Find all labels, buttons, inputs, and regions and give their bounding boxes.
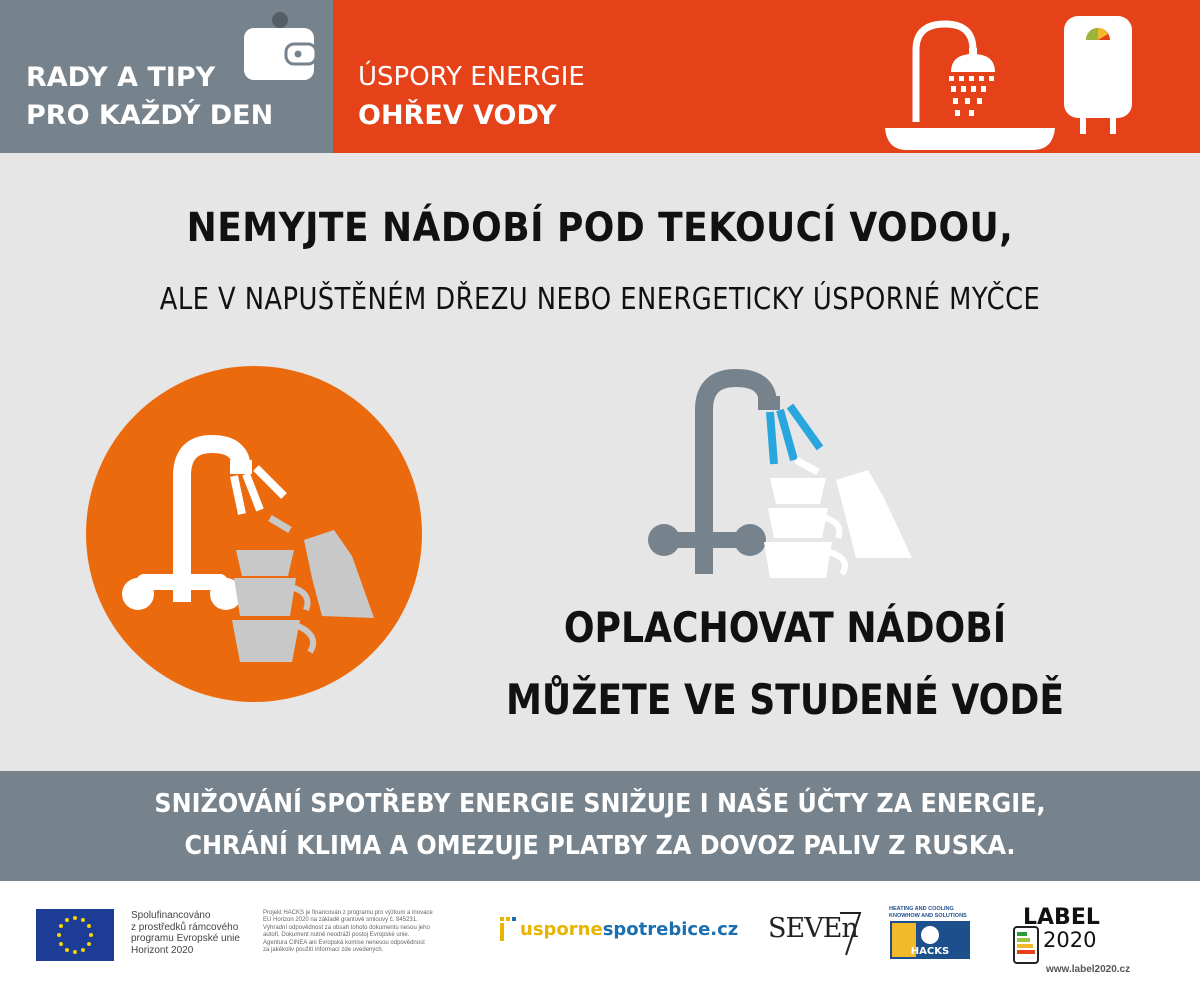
project-note: Projekt HACKS je financován z programu pro výzkum a inovace EU Horizon 2020 na základě grantové smlouvy č. 845231. Výhradní odpovědnost za obsah tohoto dokumentu nesou jeho autoři. Dokument nutně neodráží postoj Evropské unie. Agentura CINEA ani Evropská komise nenesou odpovědnost za jakékoliv použití informací zde uvedených. <box>263 910 433 954</box>
header-category: ÚSPORY ENERGIE <box>358 62 585 92</box>
usporne-spotrebice-logo: uspornespotrebice.cz <box>520 919 739 940</box>
sub-headline: ALE V NAPUŠTĚNÉM DŘEZU NEBO ENERGETICKY ÚSPORNÉ MYČCE <box>159 282 1041 317</box>
footer <box>0 881 1200 1000</box>
hacks-logo <box>890 921 970 959</box>
seven-logo: SEVEn <box>768 913 858 944</box>
band-line1: SNIŽOVÁNÍ SPOTŘEBY ENERGIE SNIŽUJE I NAŠE ÚČTY ZA ENERGIE, <box>154 789 1046 819</box>
tip-line2: MŮŽETE VE STUDENÉ VODĚ <box>505 675 1065 724</box>
tip-line1: OPLACHOVAT NÁDOBÍ <box>563 603 1007 652</box>
usporne-logo-mark <box>498 915 520 945</box>
band-line2: CHRÁNÍ KLIMA A OMEZUJE PLATBY ZA DOVOZ PALIV Z RUSKA. <box>184 831 1016 861</box>
header-topic: OHŘEV VODY <box>358 100 557 131</box>
water-heater-icon <box>1058 14 1138 139</box>
main-headline: NEMYJTE NÁDOBÍ POD TEKOUCÍ VODOU, <box>186 205 1014 251</box>
header-right-panel <box>333 0 1200 153</box>
wallet-icon <box>240 8 320 88</box>
label2020-logo-year: 2020 <box>1043 928 1097 952</box>
label2020-logo-title: LABEL <box>1023 905 1100 930</box>
hacks-tagline: HEATING AND COOLING KNOWHOW AND SOLUTIONS <box>889 906 967 919</box>
cold-water-faucet-illustration <box>640 368 930 588</box>
header-title-line1: RADY A TIPY <box>26 62 216 93</box>
hot-water-faucet-illustration <box>84 364 424 704</box>
eu-flag-icon <box>36 909 114 961</box>
shower-sink-icon <box>883 10 1063 150</box>
header-title-line2: PRO KAŽDÝ DEN <box>26 100 274 131</box>
message-band <box>0 771 1200 881</box>
cofinance-text: Spolufinancováno z prostředků rámcového programu Evropské unie Horizont 2020 <box>131 910 240 956</box>
label2020-url: www.label2020.cz <box>1046 964 1131 975</box>
hacks-logo-text: HACKS <box>910 946 950 957</box>
header-left-panel <box>0 0 333 153</box>
energy-label-icon <box>1012 925 1042 965</box>
seven-logo-mark <box>838 909 864 957</box>
